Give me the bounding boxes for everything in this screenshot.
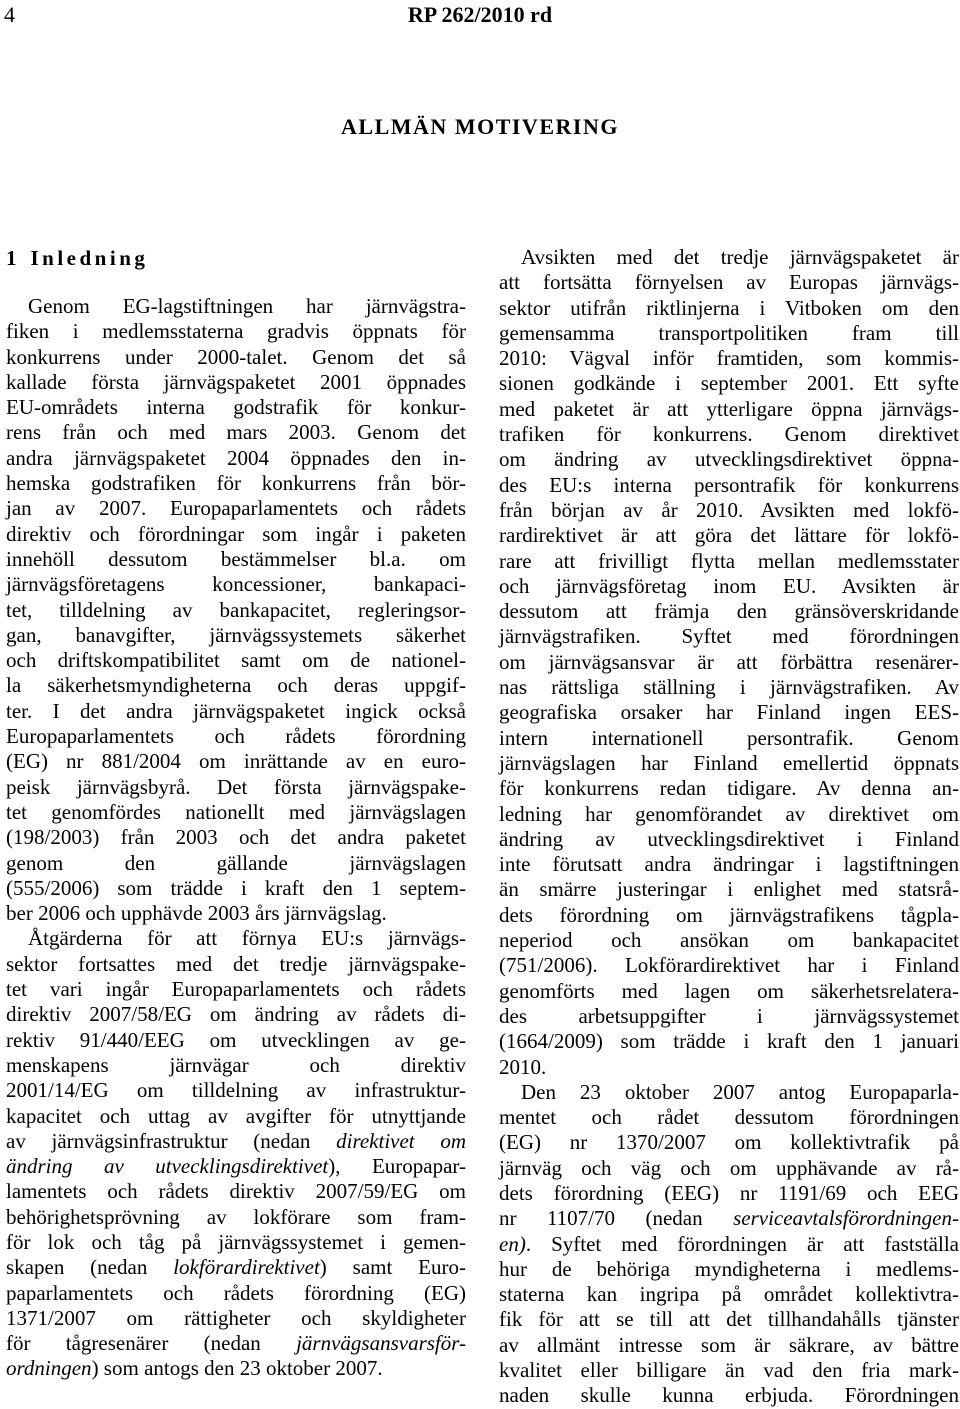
text-line: fik för att se till att det tillhandahålls tjänster [499,1307,959,1332]
text-line [499,1232,959,1257]
text-line: tet, tilldelning av bankapacitet, regleringsor- [6,597,466,622]
text-line: neperiod och ansökan om bankapacitet [499,928,959,953]
text-line: kallade första järnvägspaketet 2001 öppnades [6,369,466,394]
text-line: 2010: Vägval inför framtiden, som kommis- [499,346,959,371]
text-line: inte förutsatt andra ändringar i lagstiftningen [499,852,959,877]
text-span: ) samt Euro- [319,1255,466,1280]
text-line: hemska godstrafiken för konkurrens från bör- [6,471,466,496]
text-line: tet genomfördes nationellt med järnvägslagen [6,799,466,824]
text-line: geografiska orsaker har Finland ingen EES- [499,700,959,725]
text-line: rare att frivilligt flytta mellan medlemsstater [499,548,959,573]
text-line: och järnvägsföretag inom EU. Avsikten är [499,573,959,598]
text-line: andra järnvägspaketet 2004 öppnades den in- [6,445,466,470]
text-line: 2010. [499,1054,547,1079]
text-line: (198/2003) från 2003 och det andra paketet [6,825,466,850]
defined-term: lokförardirektivet [173,1255,320,1280]
text-line: des arbetsuppgifter i järnvägssystemet [499,1003,959,1028]
text-line: om järnvägsansvar är att förbättra resenärer- [499,649,959,674]
text-line: från början av år 2010. Avsikten med lokfö- [499,497,959,522]
text-line [499,1206,959,1231]
text-line [6,1154,466,1179]
text-line: behörighetsprövning av lokförare som fram- [6,1204,466,1229]
text-line: sektor fortsattes med det tredje järnvägspake- [6,951,466,976]
text-span: för tågresenärer (nedan [6,1331,297,1356]
text-span: nr 1107/70 (nedan [499,1206,734,1231]
text-line: och driftskompatibilitet samt om de nationel- [6,648,466,673]
text-line: (EG) nr 881/2004 om inrättande av en euro- [6,749,466,774]
text-line [6,1129,466,1154]
text-line: järnvägslagen har Finland emellertid öppnats [499,750,959,775]
text-line: menskapens järnvägar och direktiv [6,1052,466,1077]
section-title: ALLMÄN MOTIVERING [341,114,619,139]
text-line: paparlamentets och rådets förordning (EG) [6,1280,466,1305]
text-line: 2001/14/EG om tilldelning av infrastruktur- [6,1078,466,1103]
text-line: ledning har genomförandet av direktivet om [499,801,959,826]
defined-term: järnvägsansvarsför- [296,1331,466,1356]
defined-term: en) [499,1231,526,1256]
text-line: om ändring av utvecklingsdirektivet öppna- [499,447,959,472]
text-line: järnvägsföretagens koncessioner, bankapaci- [6,572,466,597]
text-line [6,1331,466,1356]
text-line: järnvägstrafiken. Syftet med förordningen [499,624,959,649]
text-line: intern internationell persontrafik. Genom [499,725,959,750]
text-line: rens från och med mars 2003. Genom det [6,420,466,445]
text-line: des EU:s interna persontrafik för konkurrens [499,472,959,497]
text-line: innehöll dessutom bestämmelser bl.a. om [6,546,466,571]
text-line: la säkerhetsmyndigheterna och deras uppgif- [6,673,466,698]
text-line: dets förordning om järnvägstrafikens tågpla- [499,902,959,927]
text-line: rektiv 91/440/EEG om utvecklingen av ge- [6,1027,466,1052]
text-line: (EG) nr 1370/2007 om kollektivtrafik på [499,1130,959,1155]
text-line: Genom EG-lagstiftningen har järnvägstra- [28,294,466,318]
text-line: 1371/2007 om rättigheter och skyldigheter [6,1305,466,1330]
text-line: fiken i medlemsstaterna gradvis öppnats för [6,319,466,344]
text-line: kapacitet och uttag av avgifter för utnyttjande [6,1103,466,1128]
defined-term: ändring av utvecklingsdirektivet [6,1154,329,1179]
text-line: peisk järnvägsbyrå. Det första järnvägspake- [6,774,466,799]
defined-term: serviceavtalsförordningen- [733,1206,959,1231]
text-line: nas rättsliga ställning i järnvägstrafiken. Av [499,675,959,700]
chapter-number: 1 [6,246,17,270]
text-span: skapen (nedan [6,1255,174,1280]
text-line: sektor utifrån riktlinjerna i Vitboken om den [499,295,959,320]
text-line: mentet och rådet dessutom förordningen [499,1105,959,1130]
text-line: än smärre justeringar i enlighet med statsrå- [499,877,959,902]
text-line: tet vari ingår Europaparlamentets och rådets [6,977,466,1002]
text-line: konkurrens under 2000-talet. Genom det så [6,344,466,369]
text-line: (751/2006). Lokförardirektivet har i Finland [499,953,959,978]
text-span: ), Europapar- [328,1154,466,1179]
text-line: direktiv och förordningar som ingår i paketen [6,521,466,546]
text-line: med paketet är att ytterligare öppna järnvägs- [499,396,959,421]
text-line: ändring av utvecklingsdirektivet i Finland [499,826,959,851]
text-line: direktiv 2007/58/EG om ändring av rådets di- [6,1002,466,1027]
text-line: staterna kan ingripa på området kollektivtra- [499,1282,959,1307]
left-column [6,294,466,1382]
defined-term: ordningen [6,1356,92,1381]
text-line: gemensamma transportpolitiken fram till [499,320,959,345]
page-number: 4 [4,2,15,27]
text-line: lamentets och rådets direktiv 2007/59/EG om [6,1179,466,1204]
text-line: dets förordning (EEG) nr 1191/69 och EEG [499,1180,959,1205]
right-column [499,245,959,1409]
text-line: genomförts med lagen om säkerhetsrelatera- [499,978,959,1003]
text-line [6,1356,466,1381]
text-line: jan av 2007. Europaparlamentets och rådets [6,496,466,521]
text-line: trafiken för konkurrens. Genom direktivet [499,422,959,447]
text-line: Den 23 oktober 2007 antog Europaparla- [521,1079,959,1104]
text-line: för lok och tåg på järnvägssystemet i gemen- [6,1229,466,1254]
text-line: naden skulle kunna erbjuda. Förordningen [499,1383,959,1408]
text-line: järnväg och väg och om upphävande av rå- [499,1155,959,1180]
text-line: ter. I det andra järnvägspaketet ingick också [6,698,466,723]
text-span: av järnvägsinfrastruktur (nedan [6,1128,337,1153]
text-line: rardirektivet är att göra det lättare för lokfö- [499,523,959,548]
document-reference: RP 262/2010 rd [407,2,553,27]
text-span: ) som antogs den 23 oktober 2007. [91,1356,383,1381]
chapter-heading [6,246,148,271]
text-line: (555/2006) som trädde i kraft den 1 septem- [6,875,466,900]
text-line: EU-områdets interna godstrafik för konkur- [6,395,466,420]
text-line [6,1255,466,1280]
text-line: kvalitet eller billigare än vad den fria mark- [499,1358,959,1383]
chapter-title: Inledning [30,246,149,270]
text-line: ber 2006 och upphävde 2003 års järnvägslag. [6,901,387,926]
text-line: (1664/2009) som trädde i kraft den 1 januari [499,1029,959,1054]
text-line: Avsikten med det tredje järnvägspaketet är [521,245,959,269]
text-line: Åtgärderna för att förnya EU:s järnvägs- [28,926,466,951]
text-line: dessutom att främja den gränsöverskridande [499,599,959,624]
text-line: Europaparlamentets och rådets förordning [6,724,466,749]
text-span: . Syftet med förordningen är att fastställa [525,1231,959,1256]
defined-term: direktivet om [336,1128,466,1153]
text-line: hur de behöriga myndigheterna i medlems- [499,1256,959,1281]
text-line: genom den gällande järnvägslagen [6,850,466,875]
text-line: sionen godkände i september 2001. Ett syfte [499,371,959,396]
text-line: av allmänt intresse som är säkrare, av bättre [499,1332,959,1357]
text-line: för konkurrens redan tidigare. Av denna an- [499,776,959,801]
text-line: gan, banavgifter, järnvägssystemets säkerhet [6,622,466,647]
text-line: att fortsätta förnyelsen av Europas järnvägs- [499,270,959,295]
